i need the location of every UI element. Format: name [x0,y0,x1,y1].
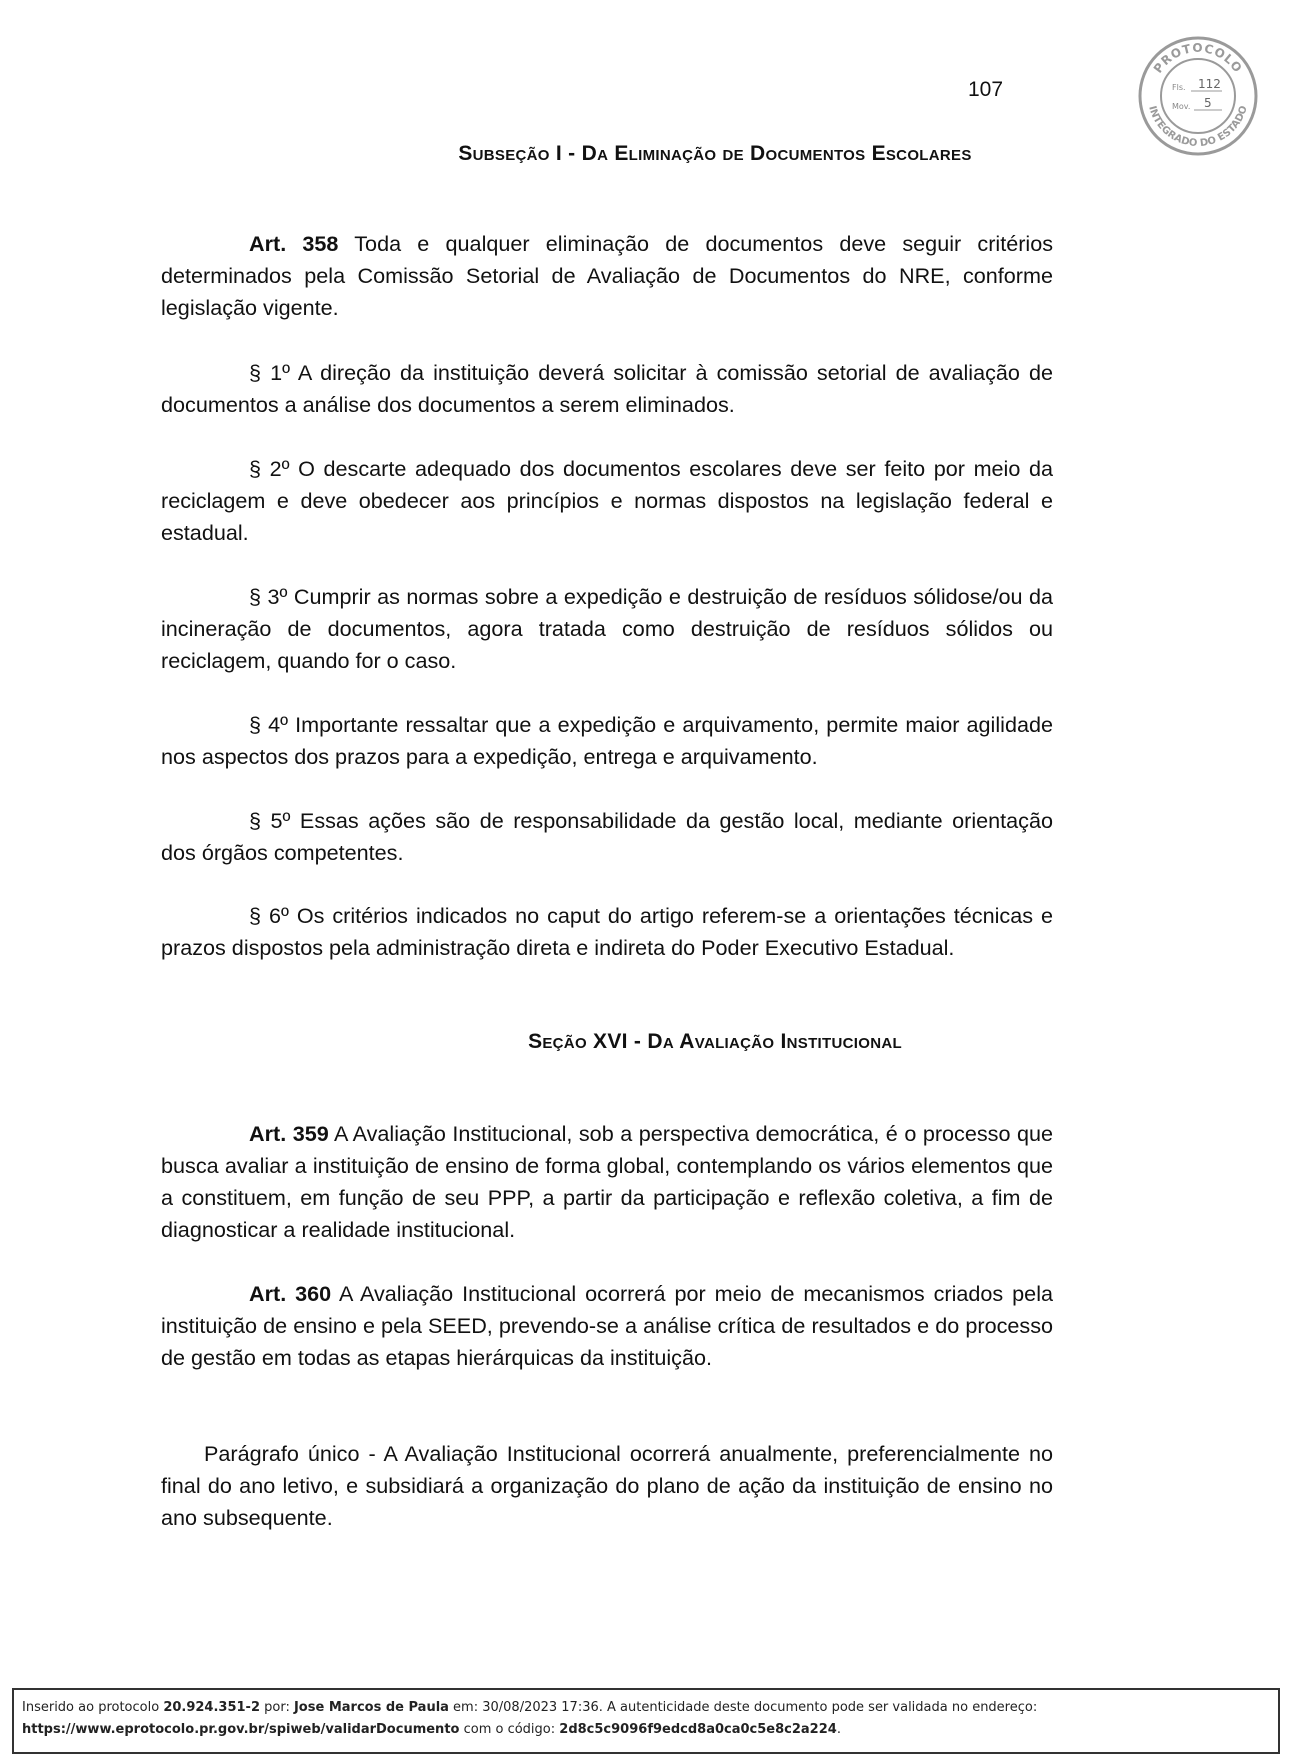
paragrafo-unico [161,1438,1053,1534]
stamp-mov-label: Mov. [1172,102,1191,111]
footer-text: por: [260,1700,294,1715]
paragraph-text: § 3º Cumprir as normas sobre a expedição e destruição de resíduos sólidose/ou da incineração de documentos, agora tratada como destruição de resíduos sólidos ou reciclagem, quando for o caso. [161,584,1053,673]
article-360 [161,1278,1053,1374]
paragraph-2 [161,453,1053,549]
paragraph-1 [161,357,1053,421]
validation-link[interactable]: https://www.eprotocolo.pr.gov.br/spiweb/validarDocumento [22,1722,460,1737]
article-label: Art. 360 [249,1281,332,1306]
page-number: 107 [968,78,1004,101]
stamp-top-text: PROTOCOLO [1150,41,1246,76]
paragraph-4 [161,709,1053,773]
stamp-bottom-text: INTEGRADO DO ESTADO [1146,104,1250,150]
paragraph-text: Parágrafo único - A Avaliação Institucional ocorrerá anualmente, preferencialmente no final do ano letivo, e subsidiará a organização do plano de ação da instituição de ensino no ano subsequente. [161,1441,1053,1530]
paragraph-text: § 6º Os critérios indicados no caput do artigo referem-se a orientações técnicas e prazos dispostos pela administração direta e indireta do Poder Executivo Estadual. [161,903,1053,960]
validation-code: 2d8c5c9096f9edcd8a0ca0c5e8c2a224 [559,1722,837,1737]
stamp-fls-value: 112 [1198,77,1221,91]
section-heading-secao-xvi: Seção XVI - Da Avaliação Institucional [528,1030,902,1053]
paragraph-text: § 5º Essas ações são de responsabilidade da gestão local, mediante orientação dos órgãos competentes. [161,808,1053,865]
footer-text: com o código: [459,1722,560,1737]
article-358 [161,228,1053,324]
article-label: Art. 359 [249,1121,329,1146]
paragraph-3 [161,581,1053,677]
article-359 [161,1118,1053,1246]
paragraph-5 [161,805,1053,869]
article-text: A Avaliação Institucional, sob a perspectiva democrática, é o processo que busca avaliar a instituição de ensino de forma global, contemplando os vários elementos que a constituem, em função de seu PPP, a partir da participação e reflexão coletiva, a fim de diagnosticar a realidade institucional. [161,1121,1054,1242]
paragraph-text: § 2º O descarte adequado dos documentos escolares deve ser feito por meio da reciclagem e deve obedecer aos princípios e normas dispostos na legislação federal e estadual. [161,456,1053,545]
section-heading-subsecao-i: Subseção I - Da Eliminação de Documentos Escolares [458,142,972,165]
article-text: A Avaliação Institucional ocorrerá por meio de mecanismos criados pela instituição de ensino e pela SEED, prevendo-se a análise crítica de resultados e do processo de gestão em todas as etapas hierárquicas da instituição. [161,1281,1054,1370]
authentication-footer [12,1688,1280,1754]
footer-text: em: 30/08/2023 17:36. A autenticidade deste documento pode ser validada no endereço: [448,1700,1038,1715]
paragraph-6 [161,900,1053,964]
paragraph-text: § 4º Importante ressaltar que a expedição e arquivamento, permite maior agilidade nos aspectos dos prazos para a expedição, entrega e arquivamento. [161,712,1053,769]
footer-text: Inserido ao protocolo [22,1700,164,1715]
author-name: Jose Marcos de Paula [293,1700,449,1715]
footer-text: . [836,1722,841,1737]
article-text: Toda e qualquer eliminação de documentos deve seguir critérios determinados pela Comissão Setorial de Avaliação de Documentos do NRE, conforme legislação vigente. [161,231,1053,320]
paragraph-text: § 1º A direção da instituição deverá solicitar à comissão setorial de avaliação de documentos a análise dos documentos a serem eliminados. [161,360,1053,417]
stamp-mov-value: 5 [1204,96,1212,110]
protocol-stamp [1136,34,1260,158]
stamp-fls-label: Fls. [1172,83,1186,92]
protocol-number: 20.924.351-2 [163,1700,260,1715]
article-label: Art. 358 [249,231,339,256]
